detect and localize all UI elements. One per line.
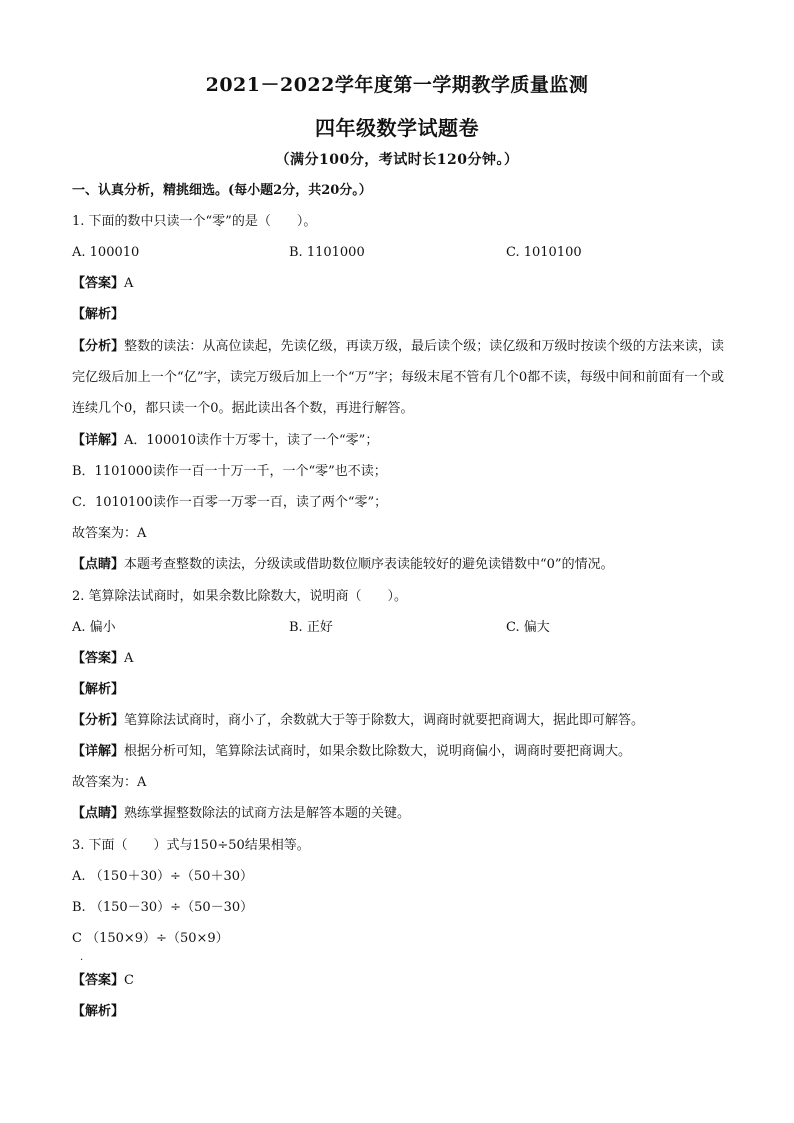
q1-stem: 1. 下面的数中只读一个“零”的是（ ）。 (72, 214, 317, 229)
xiangjie-text: 根据分析可知，笔算除法试商时，如果余数比除数大，说明商偏小，调商时要把商调大。 (124, 744, 632, 759)
fenxi-text: 整数的读法：从高位读起，先读亿级，再读万级，最后读个级；读亿级和万级时按读个级的方法来读，读完亿级后加上一个“亿”字，读完万级后加上一个“万”字；每级末尾不管有几个0都不读，每级中间和前面有一个或连续几个0，都只读一个0。据此读出各个数，再进行解答。 (72, 339, 724, 416)
q2-option-b: B. 正好 (289, 620, 333, 635)
q1-dianjing (72, 556, 614, 574)
fenxi-tag: 【分析】 (72, 713, 125, 728)
q2-conclusion: 故答案为：A (72, 775, 147, 790)
answer-tag: 【答案】 (72, 276, 125, 291)
q1-option-c: C. 1010100 (506, 245, 582, 260)
dianjing-tag: 【点睛】 (72, 806, 125, 821)
q2-answer (72, 650, 133, 668)
q1-xiangjie (72, 432, 378, 450)
q1-xiangjie-b: B．1101000读作一百一十万一千，一个“零”也不读； (72, 464, 387, 479)
q3-option-c: C （150×9）÷（50×9） (72, 931, 229, 946)
fenxi-tag: 【分析】 (72, 339, 125, 354)
xiangjie-tag: 【详解】 (72, 744, 125, 759)
q2-option-c: C. 偏大 (506, 620, 550, 635)
xiangjie-tag: 【详解】 (72, 433, 125, 448)
q2-option-a: A. 偏小 (72, 620, 116, 635)
answer-value: A (124, 276, 134, 291)
xiangjie-a: A．100010读作十万零十，读了一个“零”； (124, 433, 379, 448)
q2-xiangjie (72, 743, 631, 761)
stray-dot: . (80, 952, 84, 963)
section-heading: 一、认真分析，精挑细选。(每小题2分，共20分。） (72, 183, 372, 198)
q1-conclusion: 故答案为：A (72, 526, 147, 541)
dianjing-tag: 【点睛】 (72, 557, 125, 572)
q1-answer (72, 275, 133, 293)
q2-stem: 2. 笔算除法试商时，如果余数比除数大，说明商（ ）。 (72, 589, 408, 604)
dianjing-text: 本题考查整数的读法，分级读或借助数位顺序表读能较好的避免读错数中“0”的情况。 (124, 557, 614, 572)
exam-title: 2021－2022学年度第一学期教学质量监测 (205, 74, 589, 96)
answer-value: A (124, 651, 134, 666)
q3-analysis-tag: 【解析】 (72, 1004, 125, 1019)
q1-option-b: B. 1101000 (289, 245, 365, 260)
q2-analysis-tag: 【解析】 (72, 682, 125, 697)
q3-answer (72, 972, 134, 990)
answer-tag: 【答案】 (72, 973, 125, 988)
q3-option-a: A. （150＋30）÷（50＋30） (72, 869, 253, 884)
q3-option-b: B. （150－30）÷（50－30） (72, 900, 254, 915)
q1-xiangjie-c: C．1010100读作一百零一万零一百，读了两个“零”； (72, 495, 388, 510)
q1-analysis-tag: 【解析】 (72, 307, 125, 322)
q2-fenxi (72, 712, 644, 730)
answer-value: C (124, 973, 134, 988)
dianjing-text: 熟练掌握整数除法的试商方法是解答本题的关键。 (124, 806, 411, 821)
q2-dianjing (72, 805, 410, 823)
q1-option-a: A. 100010 (72, 245, 140, 260)
exam-note: （满分100分，考试时长120分钟。） (275, 152, 519, 168)
answer-tag: 【答案】 (72, 651, 125, 666)
exam-subtitle: 四年级数学试题卷 (315, 116, 479, 140)
q3-stem: 3. 下面（ ）式与150÷50结果相等。 (72, 838, 310, 853)
fenxi-text: 笔算除法试商时，商小了，余数就大于等于除数大，调商时就要把商调大，据此即可解答。 (124, 713, 645, 728)
q1-fenxi (72, 331, 724, 424)
